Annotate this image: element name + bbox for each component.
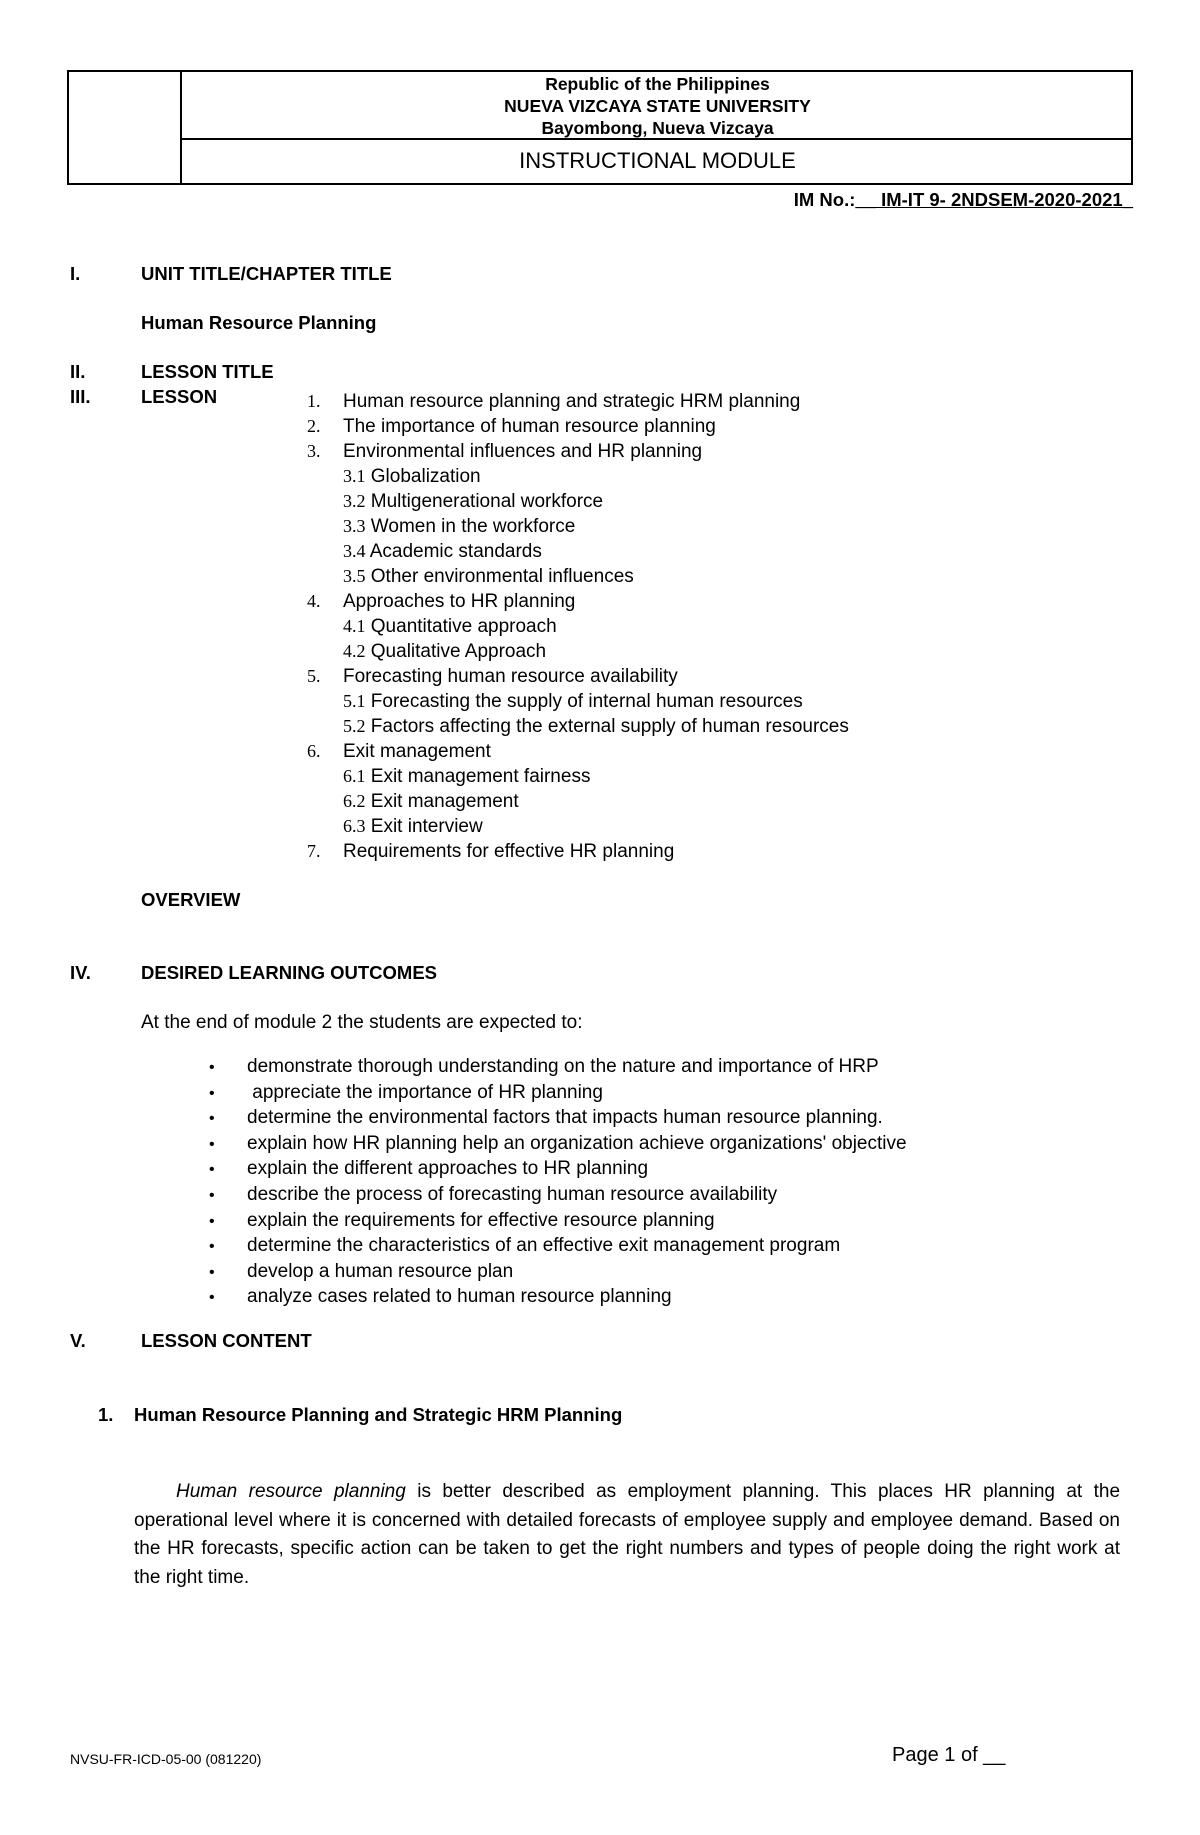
term-italic: Human resource planning — [176, 1481, 406, 1502]
lesson-text: Human resource planning and strategic HRM planning — [343, 391, 801, 412]
im-number — [794, 189, 1133, 211]
lesson-number: 2. — [307, 416, 321, 436]
lesson-item — [307, 639, 849, 664]
bullet-icon: • — [209, 1110, 215, 1128]
outcome-item — [209, 1285, 907, 1311]
lesson-item — [307, 764, 849, 789]
content-heading: Human Resource Planning and Strategic HRM Planning — [134, 1404, 623, 1425]
lesson-subnumber: 5.1 — [343, 691, 366, 711]
section-4-number: IV. — [70, 962, 91, 983]
outcome-item — [209, 1081, 907, 1107]
content-paragraph — [134, 1478, 1120, 1592]
outcome-text: explain how HR planning help an organization achieve organizations' objective — [247, 1132, 907, 1154]
lesson-subnumber: 6.1 — [343, 766, 366, 786]
bullet-icon: • — [209, 1186, 215, 1204]
outcome-text: analyze cases related to human resource planning — [247, 1286, 672, 1308]
lesson-text: Exit management — [343, 741, 491, 762]
outcome-item — [209, 1055, 907, 1081]
outcome-item — [209, 1183, 907, 1209]
bullet-icon: • — [209, 1161, 215, 1179]
lesson-text: Other environmental influences — [370, 566, 634, 587]
lesson-item — [307, 664, 849, 689]
lesson-item — [307, 389, 849, 414]
lesson-item — [307, 489, 849, 514]
outcome-text: develop a human resource plan — [247, 1260, 514, 1282]
lesson-text: Qualitative Approach — [370, 641, 547, 662]
paragraph-body: is better described as employment planning. This places HR planning at the operational level where it is concerned with detailed forecasts of employee supply and employee demand. Based on the HR forecasts, specific action can be taken to get the right numbers and types of people doing the right work at the right time. — [134, 1481, 1121, 1588]
outcome-text: determine the environmental factors that impacts human resource planning. — [247, 1107, 883, 1129]
outcomes-intro: At the end of module 2 the students are expected to: — [141, 1012, 583, 1033]
im-number-value: __ IM-IT 9- 2NDSEM-2020-2021_ — [855, 189, 1133, 210]
form-code: NVSU-FR-ICD-05-00 (081220) — [70, 1751, 262, 1767]
im-number-label: IM No.: — [793, 189, 856, 210]
lesson-item — [307, 614, 849, 639]
lesson-subnumber: 3.2 — [343, 491, 366, 511]
lesson-number: 1. — [307, 391, 321, 411]
lesson-text: Multigenerational workforce — [370, 491, 604, 512]
outcome-text: describe the process of forecasting human resource availability — [247, 1183, 778, 1205]
lesson-subnumber: 3.3 — [343, 516, 366, 536]
lesson-subnumber: 3.4 — [343, 541, 366, 561]
section-2-number: II. — [70, 361, 86, 382]
outcome-text: demonstrate thorough understanding on the nature and importance of HRP — [247, 1056, 879, 1077]
header-university: NUEVA VIZCAYA STATE UNIVERSITY — [504, 96, 811, 116]
section-5-title: LESSON CONTENT — [141, 1330, 312, 1351]
page-number: Page 1 of __ — [892, 1744, 1006, 1766]
lesson-text: Requirements for effective HR planning — [343, 841, 675, 862]
section-4-title: DESIRED LEARNING OUTCOMES — [141, 962, 438, 983]
lesson-item — [307, 514, 849, 539]
outcome-item — [209, 1157, 907, 1183]
outcome-item — [209, 1132, 907, 1158]
outcome-text: appreciate the importance of HR planning — [247, 1081, 603, 1103]
lesson-item — [307, 814, 849, 839]
module-title: INSTRUCTIONAL MODULE — [519, 148, 796, 173]
bullet-icon: • — [209, 1059, 215, 1076]
bullet-icon: • — [209, 1135, 215, 1153]
section-1-number: I. — [70, 263, 81, 284]
outcome-item — [209, 1234, 907, 1260]
lesson-number: 6. — [307, 741, 321, 761]
section-3-number: III. — [70, 386, 91, 407]
lesson-text: Exit management — [370, 791, 519, 812]
lesson-subnumber: 4.1 — [343, 616, 366, 636]
lesson-text: Factors affecting the external supply of human resources — [370, 716, 849, 737]
content-heading-number: 1. — [98, 1404, 114, 1425]
lesson-text: Globalization — [370, 466, 481, 487]
overview-heading: OVERVIEW — [141, 889, 241, 910]
lesson-text: Quantitative approach — [370, 616, 557, 637]
bullet-icon: • — [209, 1084, 215, 1102]
outcome-item — [209, 1209, 907, 1235]
outcome-text: determine the characteristics of an effective exit management program — [247, 1235, 841, 1257]
section-5-number: V. — [70, 1330, 86, 1351]
lesson-subnumber: 3.1 — [343, 466, 366, 486]
lesson-text: Exit management fairness — [370, 766, 591, 787]
lesson-item — [307, 439, 849, 464]
bullet-icon: • — [209, 1289, 215, 1307]
lesson-item — [307, 789, 849, 814]
lesson-item — [307, 464, 849, 489]
lesson-text: Forecasting human resource availability — [343, 666, 678, 687]
section-3-title: LESSON — [141, 386, 218, 407]
lesson-text: The importance of human resource planning — [343, 416, 716, 437]
lesson-number: 3. — [307, 441, 321, 461]
lesson-subnumber: 3.5 — [343, 566, 366, 586]
header-location: Bayombong, Nueva Vizcaya — [541, 118, 774, 138]
lesson-item — [307, 714, 849, 739]
section-2-title: LESSON TITLE — [141, 361, 274, 382]
header-republic: Republic of the Philippines — [545, 74, 770, 94]
lesson-text: Environmental influences and HR planning — [343, 441, 703, 462]
lesson-text: Forecasting the supply of internal human resources — [370, 691, 803, 712]
bullet-icon: • — [209, 1238, 215, 1256]
outcomes-list — [209, 1055, 907, 1311]
bullet-icon: • — [209, 1212, 215, 1230]
lesson-subnumber: 5.2 — [343, 716, 366, 736]
lesson-text: Approaches to HR planning — [343, 591, 576, 612]
lesson-item — [307, 589, 849, 614]
outcome-item — [209, 1106, 907, 1132]
lesson-list — [307, 389, 849, 864]
lesson-item — [307, 564, 849, 589]
lesson-item — [307, 689, 849, 714]
bullet-icon: • — [209, 1263, 215, 1281]
lesson-item — [307, 839, 849, 864]
outcome-text: explain the requirements for effective resource planning — [247, 1209, 715, 1231]
section-1-title: UNIT TITLE/CHAPTER TITLE — [141, 263, 392, 284]
lesson-text: Women in the workforce — [370, 516, 576, 537]
lesson-item — [307, 739, 849, 764]
lesson-subnumber: 4.2 — [343, 641, 366, 661]
lesson-text: Exit interview — [370, 816, 483, 837]
lesson-text: Academic standards — [369, 541, 542, 562]
lesson-item — [307, 539, 849, 564]
lesson-number: 7. — [307, 841, 321, 861]
lesson-item — [307, 414, 849, 439]
lesson-subnumber: 6.2 — [343, 791, 366, 811]
outcome-text: explain the different approaches to HR planning — [247, 1158, 649, 1180]
lesson-number: 4. — [307, 591, 321, 611]
lesson-subnumber: 6.3 — [343, 816, 366, 836]
outcome-item — [209, 1260, 907, 1286]
unit-title: Human Resource Planning — [141, 312, 377, 333]
lesson-number: 5. — [307, 666, 321, 686]
